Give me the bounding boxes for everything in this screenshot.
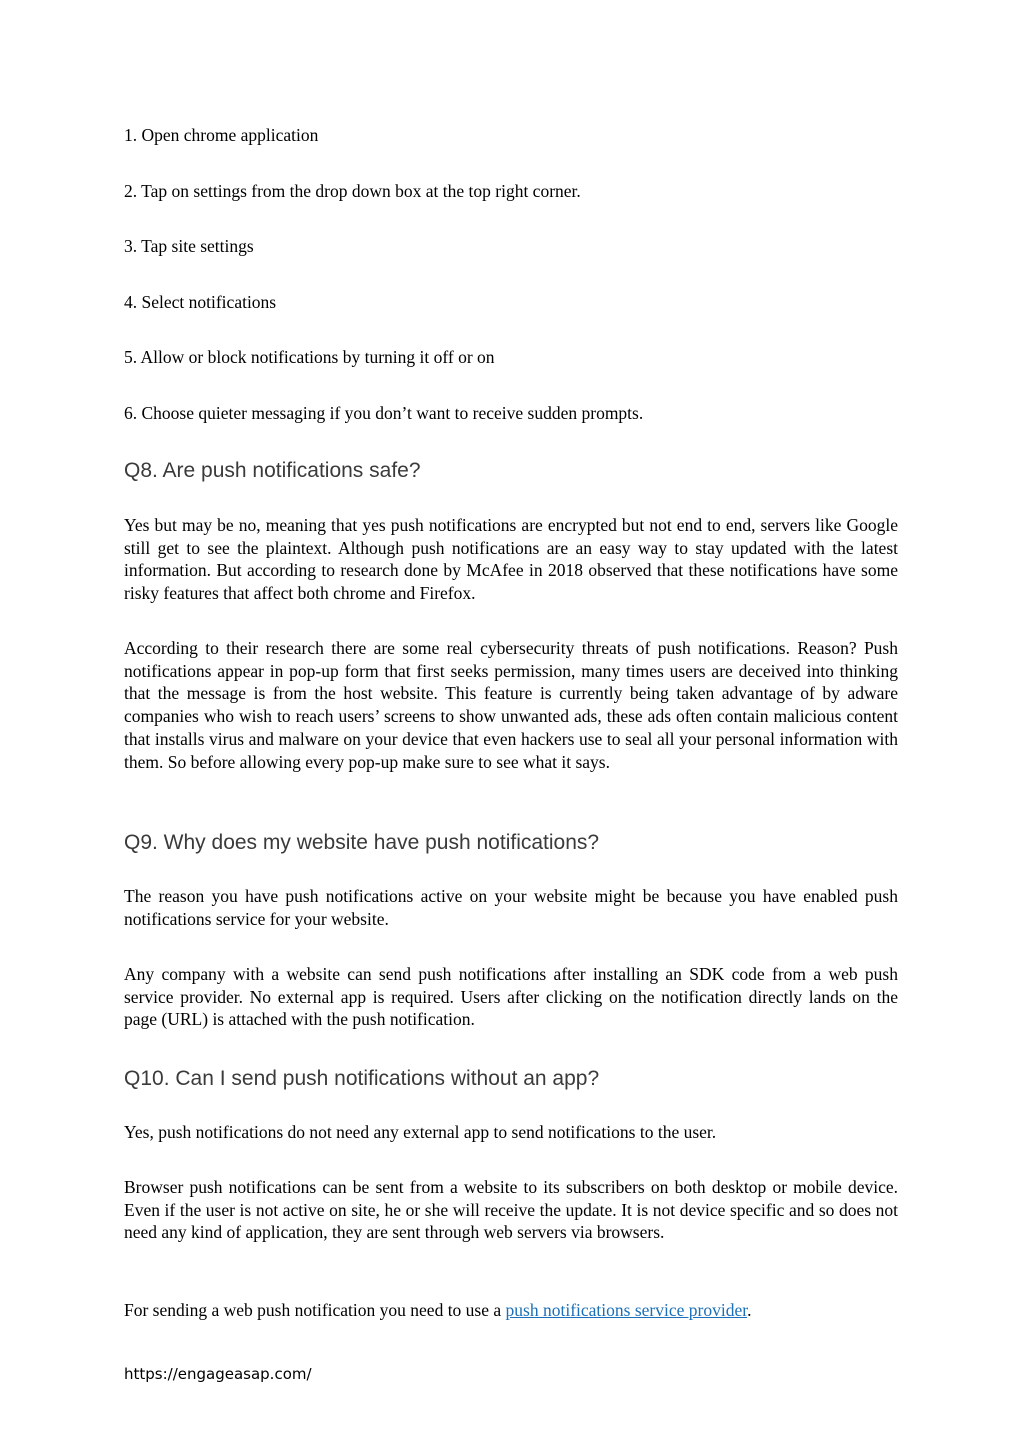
q10-paragraph-3-end: . [747,1300,752,1320]
step-1: 1. Open chrome application [124,125,319,145]
service-provider-link[interactable]: push notifications service provider [505,1300,748,1320]
step-5: 5. Allow or block notifications by turning it off or on [124,347,495,367]
q10-paragraph-2: Browser push notifications can be sent from a website to its subscribers on both desktop or mobile device. Even if the user is not active on site, he or she will receive the update. It is not device specific and so does not need any kind of application, they are sent through web servers via browsers. [124,1177,898,1243]
q9-paragraph-1: The reason you have push notifications active on your website might be because you have enabled push notifications service for your website. [124,886,898,929]
step-3: 3. Tap site settings [124,236,254,256]
footer-url: https://engageasap.com/ [124,1365,312,1383]
step-4: 4. Select notifications [124,292,277,312]
q10-paragraph-1: Yes, push notifications do not need any external app to send notifications to the user. [124,1122,717,1142]
q8-paragraph-1: Yes but may be no, meaning that yes push notifications are encrypted but not end to end, servers like Google still get to see the plaintext. Although push notifications are an easy way to stay updated with the latest information. But according to research done by McAfee in 2018 observed that these notifications have some risky features that affect both chrome and Firefox. [124,515,898,604]
q8-heading: Q8. Are push notifications safe? [124,459,421,482]
step-6: 6. Choose quieter messaging if you don’t want to receive sudden prompts. [124,403,644,423]
step-2: 2. Tap on settings from the drop down box at the top right corner. [124,181,581,201]
q10-heading: Q10. Can I send push notifications without an app? [124,1067,600,1090]
q8-paragraph-2: According to their research there are some real cybersecurity threats of push notifications. Reason? Push notifications appear in pop-up form that first seeks permission, many times users are deceived into thinking that the message is from the host website. This feature is currently being taken advantage of by adware companies who wish to reach users’ screens to show unwanted ads, these ads often contain malicious content that installs virus and malware on your device that even hackers use to seal all your personal information with them. So before allowing every pop-up make sure to see what it says. [124,638,898,772]
q9-paragraph-2: Any company with a website can send push notifications after installing an SDK code from a web push service provider. No external app is required. Users after clicking on the notification directly lands on the page (URL) is attached with the push notification. [124,964,898,1030]
q10-paragraph-3-text: For sending a web push notification you need to use a [124,1300,506,1320]
q10-paragraph-3 [124,1299,898,1322]
q9-heading: Q9. Why does my website have push notifications? [124,831,600,854]
